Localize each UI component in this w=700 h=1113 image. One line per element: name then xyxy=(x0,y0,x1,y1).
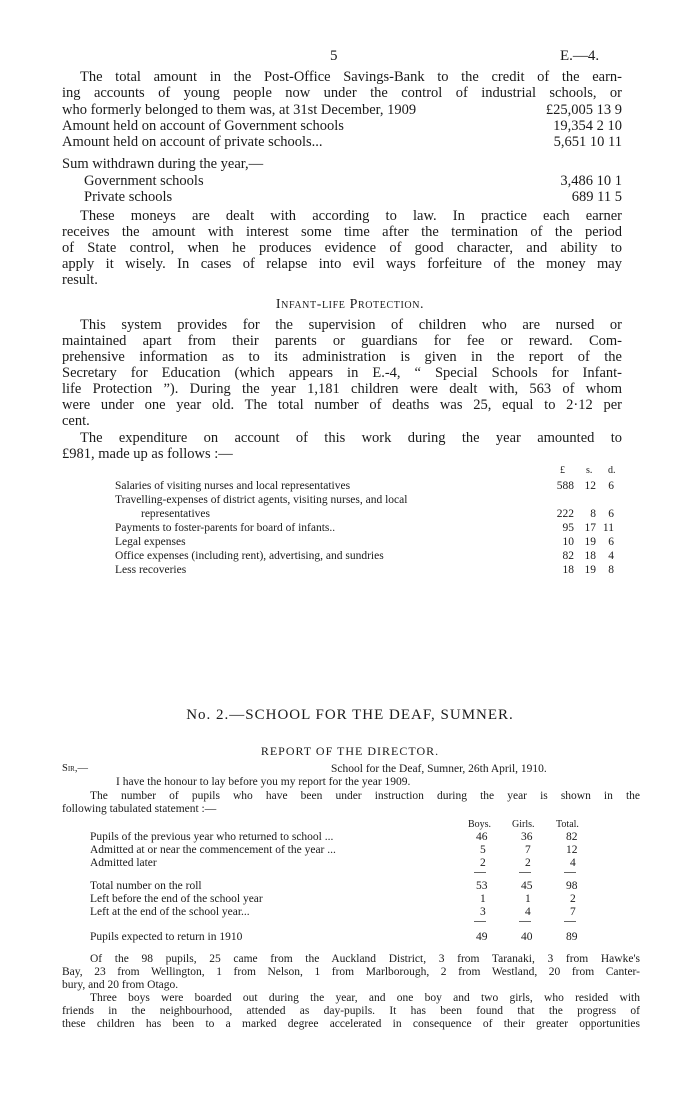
school-para-line: Three boys were boarded out during the year, and one boy and two girls, who resided with xyxy=(90,992,640,1004)
pupil-total: 82 xyxy=(566,831,578,843)
expenditure-shillings: 8 xyxy=(590,508,596,520)
expenditure-pounds: 588 xyxy=(556,480,574,492)
pupil-girls: 40 xyxy=(521,931,533,943)
savings-row-label: Amount held on account of private schools... xyxy=(62,134,323,150)
pupil-boys: 46 xyxy=(476,831,488,843)
pupil-boys: 49 xyxy=(476,931,488,943)
opening-line: I have the honour to lay before you my report for the year 1909. xyxy=(116,776,411,788)
expenditure-row-label: Travelling-expenses of district agents, visiting nurses, and local xyxy=(115,494,408,506)
expenditure-pence: 6 xyxy=(608,536,614,548)
savings-para-line: These moneys are dealt with according to law. In practice each earner xyxy=(80,208,622,224)
expenditure-row xyxy=(115,550,622,563)
sum-rule xyxy=(564,921,576,922)
col-head-pounds: £ xyxy=(560,465,565,476)
infant-para-line: Secretary for Education (which appears in E.-4, “ Special Schools for Infant- xyxy=(62,365,622,381)
col-head-shillings: s. xyxy=(586,465,593,476)
withdrawn-label-row xyxy=(62,156,622,172)
expenditure-pounds: 18 xyxy=(562,564,574,576)
col-head-total: Total. xyxy=(556,819,579,830)
expenditure-row-label: Salaries of visiting nurses and local representatives xyxy=(115,480,351,492)
col-head-boys: Boys. xyxy=(468,819,492,830)
savings-row-amount: 5,651 10 11 xyxy=(553,134,622,150)
pupil-girls: 2 xyxy=(525,857,531,869)
savings-intro-line: The total amount in the Post-Office Savings-Bank to the credit of the earn- xyxy=(80,69,622,85)
pupil-girls: 4 xyxy=(525,906,531,918)
pupil-boys: 1 xyxy=(480,893,486,905)
pupil-total: 7 xyxy=(570,906,576,918)
expenditure-shillings: 19 xyxy=(584,536,596,548)
savings-row xyxy=(62,134,622,150)
infant-para-line: prehensive information as to its administration is given in the report of the xyxy=(62,349,622,365)
school-para-line: bury, and 20 from Otago. xyxy=(62,979,179,991)
school-para-line: friends in the neighbourhood, attended as day-pupils. It has been found that the progress of xyxy=(62,1005,640,1017)
report-heading: REPORT OF THE DIRECTOR. xyxy=(260,744,440,758)
expenditure-pence: 11 xyxy=(602,522,614,534)
school-para-line: Bay, 23 from Wellington, 1 from Nelson, 1 from Marlborough, 2 from Westland, 20 from Canter- xyxy=(62,966,640,978)
withdrawn-row xyxy=(62,173,622,189)
pupil-row-label: Pupils expected to return in 1910 xyxy=(90,931,243,943)
infant-para-line: life Protection ”). During the year 1,181 children were dealt with, 563 of whom xyxy=(62,381,622,397)
infant-para-line: maintained apart from their parents or guardians for fee or reward. Com- xyxy=(62,333,622,349)
expenditure-shillings: 19 xyxy=(584,564,596,576)
expenditure-row xyxy=(115,564,622,577)
pupil-row-label: Admitted at or near the commencement of the year ... xyxy=(90,844,336,856)
expenditure-pounds: 82 xyxy=(562,550,574,562)
savings-row-amount: £25,005 13 9 xyxy=(545,102,622,118)
sum-rule xyxy=(564,872,576,873)
school-intro-line: The number of pupils who have been under instruction during the year is shown in the xyxy=(90,790,640,802)
pupil-total: 2 xyxy=(570,893,576,905)
pupil-total: 4 xyxy=(570,857,576,869)
expenditure-row-label: Less recoveries xyxy=(115,564,187,576)
pupil-boys: 2 xyxy=(480,857,486,869)
expenditure-row xyxy=(115,508,622,521)
pupil-row-label: Admitted later xyxy=(90,857,157,869)
withdrawn-row-amount: 3,486 10 1 xyxy=(560,173,622,189)
sum-rule xyxy=(474,921,486,922)
savings-para-line: result. xyxy=(62,272,98,288)
salutation: Sir,— xyxy=(62,763,88,774)
savings-row-label: Amount held on account of Government schools xyxy=(62,118,344,134)
expenditure-shillings: 12 xyxy=(584,480,596,492)
withdrawn-row-amount: 689 11 5 xyxy=(571,189,622,205)
pupil-row-label: Left at the end of the school year... xyxy=(90,906,250,918)
expenditure-row-label: representatives xyxy=(141,508,210,520)
savings-row-label: who formerly belonged to them was, at 31st December, 1909 xyxy=(62,102,417,118)
pupil-girls: 1 xyxy=(525,893,531,905)
col-head-pence: d. xyxy=(608,465,616,476)
savings-row xyxy=(62,118,622,134)
savings-intro-line: ing accounts of young people now under the control of industrial schools, or xyxy=(62,85,622,101)
expenditure-pence: 6 xyxy=(608,480,614,492)
expenditure-row xyxy=(115,494,622,507)
section-heading: Infant-life Protection. xyxy=(275,297,425,312)
expenditure-line: The expenditure on account of this work during the year amounted to xyxy=(80,430,622,446)
pupil-total: 98 xyxy=(566,880,578,892)
infant-para-line: This system provides for the supervision of children who are nursed or xyxy=(80,317,622,333)
pupil-girls: 45 xyxy=(521,880,533,892)
sum-rule xyxy=(474,872,486,873)
savings-row-amount: 19,354 2 10 xyxy=(553,118,622,134)
savings-row xyxy=(62,102,622,118)
infant-para-line: cent. xyxy=(62,413,90,429)
school-intro-line: following tabulated statement :— xyxy=(62,803,217,815)
section-title: No. 2.—SCHOOL FOR THE DEAF, SUMNER. xyxy=(186,707,514,723)
pupil-row-label: Left before the end of the school year xyxy=(90,893,263,905)
expenditure-pence: 6 xyxy=(608,508,614,520)
expenditure-shillings: 18 xyxy=(584,550,596,562)
expenditure-shillings: 17 xyxy=(584,522,596,534)
expenditure-pounds: 222 xyxy=(556,508,574,520)
expenditure-row-label: Office expenses (including rent), advertising, and sundries xyxy=(115,550,384,562)
pupil-total: 12 xyxy=(566,844,578,856)
page-number: 5 xyxy=(330,48,338,64)
expenditure-row-label: Payments to foster-parents for board of infants.. xyxy=(115,522,336,534)
sum-rule xyxy=(519,921,531,922)
pupil-total: 89 xyxy=(566,931,578,943)
expenditure-pounds: 10 xyxy=(562,536,574,548)
infant-para-line: were under one year old. The total number of deaths was 25, equal to 2·12 per xyxy=(62,397,622,413)
expenditure-row xyxy=(115,480,622,493)
pupil-boys: 3 xyxy=(480,906,486,918)
expenditure-row xyxy=(115,522,622,535)
expenditure-col-heads xyxy=(115,465,622,478)
document-code: E.—4. xyxy=(560,48,600,64)
savings-para-line: of State control, when he produces evidence of good character, and ability to xyxy=(62,240,622,256)
withdrawn-row xyxy=(62,189,622,205)
school-para-line: Of the 98 pupils, 25 came from the Auckland District, 3 from Taranaki, 3 from Hawke's xyxy=(90,953,640,965)
pupil-girls: 7 xyxy=(525,844,531,856)
expenditure-line: £981, made up as follows :— xyxy=(62,446,233,462)
sum-rule xyxy=(519,872,531,873)
savings-para-line: apply it wisely. In cases of relapse into evil ways forfeiture of the money may xyxy=(62,256,622,272)
letter-address: School for the Deaf, Sumner, 26th April, 1910. xyxy=(331,763,547,775)
withdrawn-label: Sum withdrawn during the year,— xyxy=(62,156,264,172)
pupil-row-label: Pupils of the previous year who returned to school ... xyxy=(90,831,334,843)
col-head-girls: Girls. xyxy=(512,819,535,830)
school-para-line: these children has been to a marked degree accelerated in consequence of their greater opportunities xyxy=(62,1018,640,1030)
pupil-boys: 53 xyxy=(476,880,488,892)
expenditure-row-label: Legal expenses xyxy=(115,536,186,548)
expenditure-pence: 8 xyxy=(608,564,614,576)
withdrawn-row-label: Private schools xyxy=(84,189,173,205)
expenditure-pounds: 95 xyxy=(562,522,574,534)
expenditure-pence: 4 xyxy=(608,550,614,562)
withdrawn-row-label: Government schools xyxy=(84,173,204,189)
pupil-boys: 5 xyxy=(480,844,486,856)
pupil-row-label: Total number on the roll xyxy=(90,880,202,892)
expenditure-row xyxy=(115,536,622,549)
savings-para-line: receives the amount with interest some time after the termination of the period xyxy=(62,224,622,240)
pupil-girls: 36 xyxy=(521,831,533,843)
